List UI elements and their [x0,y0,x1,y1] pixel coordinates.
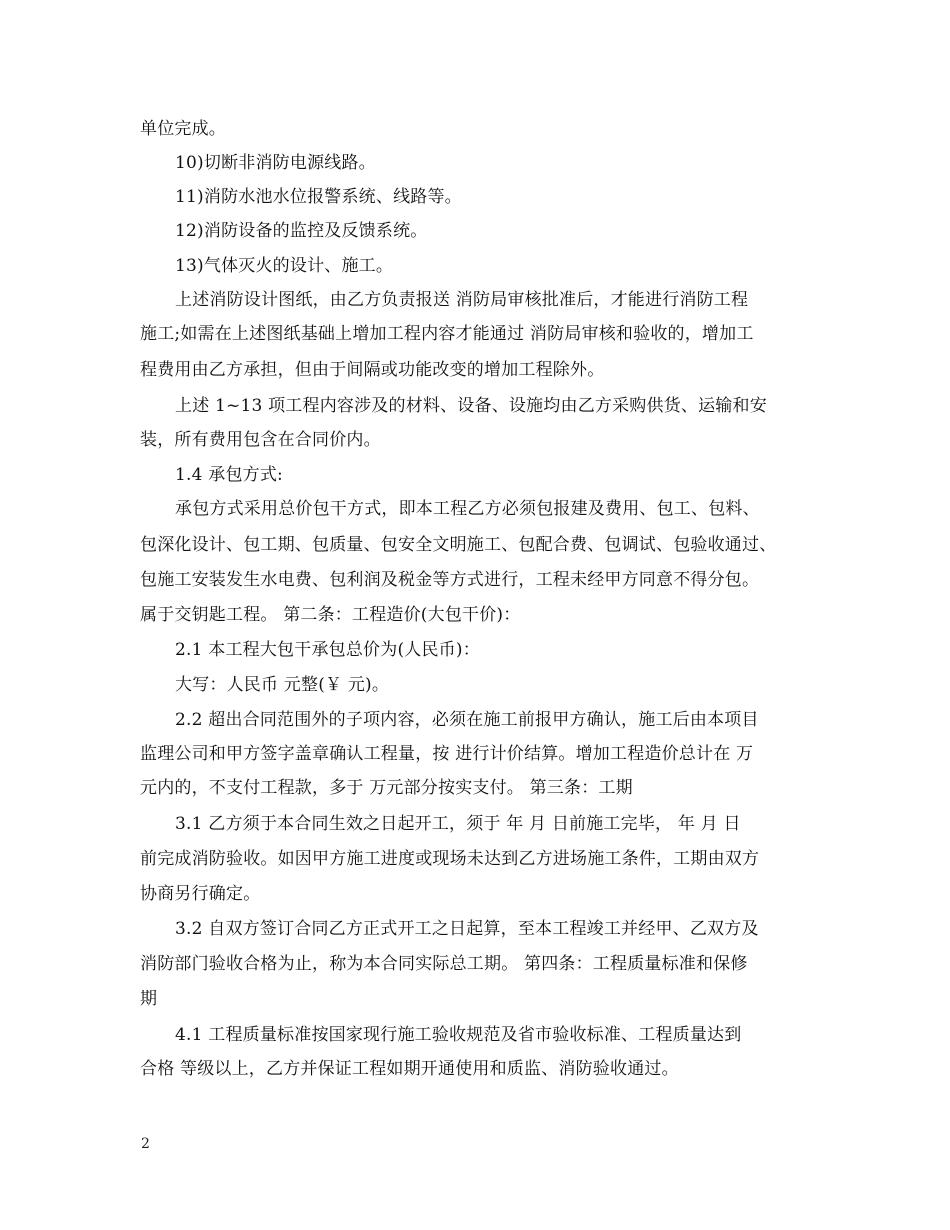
text-line: 大写：人民币 元整(￥ 元)。 [175,675,390,695]
text-line: 装，所有费用包含在合同价内。 [140,430,381,450]
text-line: 施工;如需在上述图纸基础上增加工程内容才能通过 消防局审核和验收的，增加工 [140,324,754,344]
text-line: 11)消防水池水位报警系统、线路等。 [175,187,462,207]
text-line: 程费用由乙方承担，但由于间隔或功能改变的增加工程除外。 [140,360,605,380]
text-line: 3.1 乙方须于本合同生效之日起开工，须于 年 月 日前施工完毕， 年 月 日 [175,814,741,834]
text-line: 元内的，不支付工程款，多于 万元部分按实支付。 第三条：工期 [140,778,633,798]
text-line: 承包方式采用总价包干方式，即本工程乙方必须包报建及费用、包工、包料、 [175,499,760,519]
text-line: 12)消防设备的监控及反馈系统。 [175,221,428,241]
text-line: 合格 等级以上，乙方并保证工程如期开通使用和质监、消防验收通过。 [140,1059,679,1079]
text-line: 10)切断非消防电源线路。 [175,153,376,173]
text-line: 监理公司和甲方签字盖章确认工程量，按 进行计价结算。增加工程造价总计在 万 [140,744,754,764]
text-line: 3.2 自双方签订合同乙方正式开工之日起算，至本工程竣工并经甲、乙双方及 [175,919,759,939]
text-line: 协商另行确定。 [140,884,261,904]
text-line: 1.4 承包方式: [175,465,283,485]
text-line: 包施工安装发生水电费、包利润及税金等方式进行，工程未经甲方同意不得分包。 [140,570,760,590]
text-line: 属于交钥匙工程。 第二条：工程造价(大包干价)： [140,605,521,625]
text-line: 前完成消防验收。如因甲方施工进度或现场未达到乙方进场施工条件，工期由双方 [140,849,760,869]
text-line: 包深化设计、包工期、包质量、包安全文明施工、包配合费、包调试、包验收通过、 [140,535,777,555]
text-line: 消防部门验收合格为止，称为本合同实际总工期。 第四条：工程质量标准和保修 [140,954,748,974]
text-line: 2.1 本工程大包干承包总价为(人民币)： [175,640,480,660]
text-line: 4.1 工程质量标准按国家现行施工验收规范及省市验收标准、工程质量达到 [175,1025,742,1045]
text-line: 2.2 超出合同范围外的子项内容，必须在施工前报甲方确认，施工后由本项目 [175,710,759,730]
text-line: 13)气体灭火的设计、施工。 [175,256,394,276]
text-line: 上述消防设计图纸，由乙方负责报送 消防局审核批准后，才能进行消防工程 [175,290,749,310]
page-number: 2 [141,1136,150,1152]
text-line: 上述 1~13 项工程内容涉及的材料、设备、设施均由乙方采购供货、运输和安 [175,396,767,416]
text-line: 单位完成。 [140,119,226,139]
text-line: 期 [140,989,158,1009]
